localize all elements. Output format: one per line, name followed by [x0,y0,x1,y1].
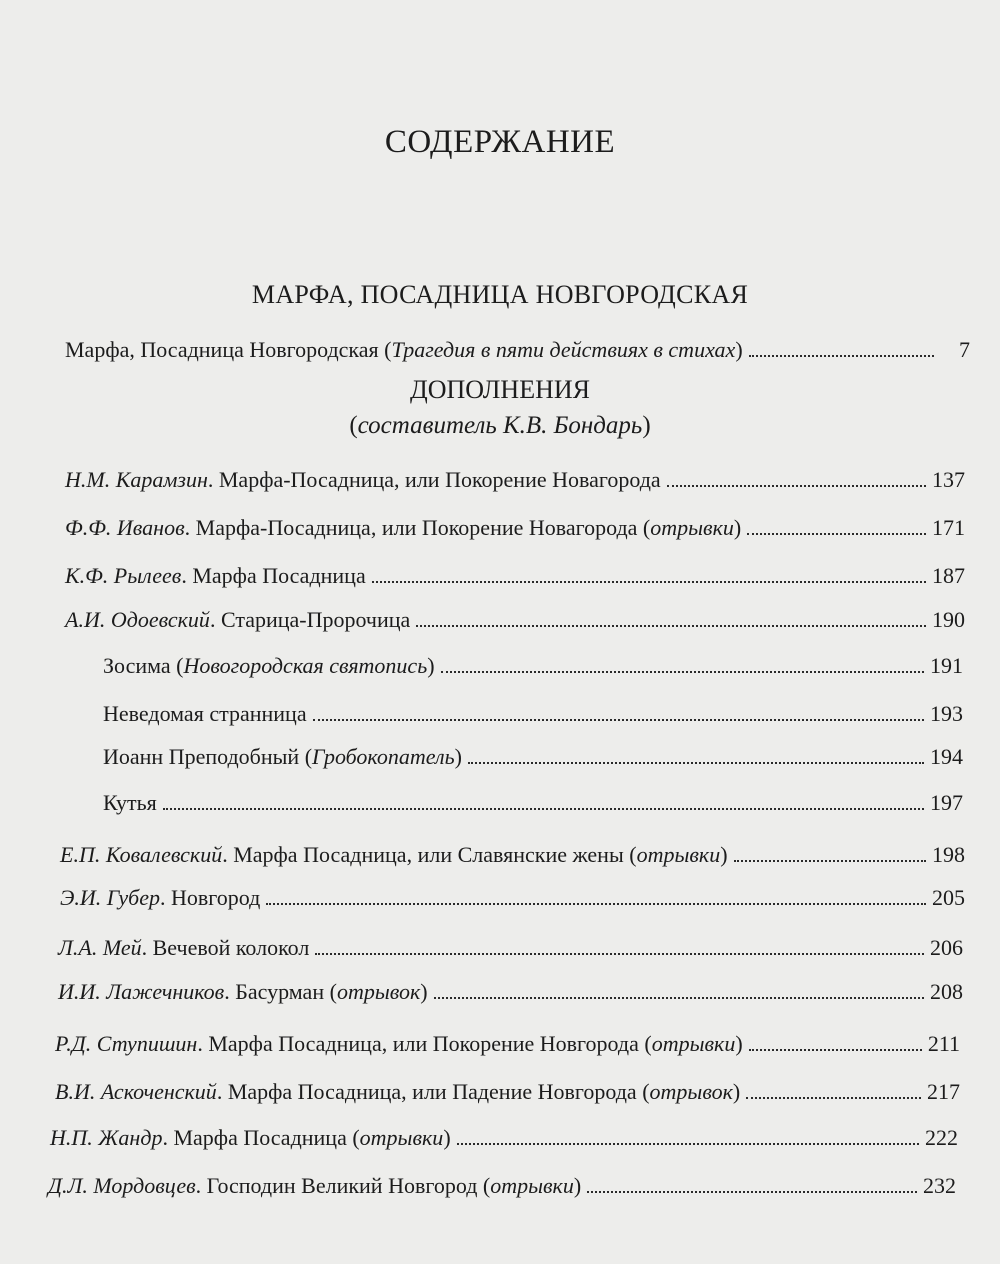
leader-dots [667,485,926,487]
leader-dots [315,953,924,955]
toc-page-number: 205 [932,885,965,910]
page-title: СОДЕРЖАНИЕ [384,124,616,160]
toc-page-number: 197 [930,790,963,815]
toc-entry: Э.И. Губер. Новгород 205 [60,883,965,913]
toc-entry: Е.П. Ковалевский. Марфа Посадница, или Славянские жены (отрывки) 198 [60,840,965,870]
toc-author: Ф.Ф. Иванов [65,515,185,540]
toc-author: Э.И. Губер [60,885,160,910]
toc-entry: И.И. Лажечников. Басурман (отрывок) 208 [58,977,963,1007]
leader-dots [313,719,924,721]
toc-page-number: 208 [930,979,963,1004]
toc-subentry: Неведомая странница 193 [103,699,963,729]
toc-page-number: 232 [923,1173,956,1198]
toc-page-number: 190 [932,607,965,632]
leader-dots [747,533,926,535]
toc-page-number: 222 [925,1125,958,1150]
leader-dots [587,1191,917,1193]
leader-dots [746,1097,921,1099]
toc-entry: Ф.Ф. Иванов. Марфа-Посадница, или Покорение Новагорода (отрывки) 171 [65,513,965,543]
toc-author: Д.Л. Мордовцев [48,1173,196,1198]
toc-author: В.И. Аскоченский [55,1079,217,1104]
supplement-title: ДОПОЛНЕНИЯ [410,375,590,404]
leader-dots [163,808,924,810]
toc-author: Р.Д. Ступишин [55,1031,198,1056]
part-title: МАРФА, ПОСАДНИЦА НОВГОРОДСКАЯ [251,280,749,309]
leader-dots [457,1143,919,1145]
toc-page-number: 198 [932,842,965,867]
supplement-subtitle: (составитель К.В. Бондарь) [349,412,651,439]
toc-subentry: Зосима (Новогородская святопись) 191 [103,651,963,681]
toc-page-number: 187 [932,563,965,588]
toc-subentry: Кутья 197 [103,788,963,818]
toc-page-number: 211 [927,1031,960,1056]
toc-page-number: 171 [932,515,965,540]
leader-dots [749,1049,922,1051]
leader-dots [372,581,926,583]
toc-entry: Р.Д. Ступишин. Марфа Посадница, или Покорение Новгорода (отрывки) 211 [55,1029,960,1059]
toc-page-number: 217 [927,1079,960,1104]
toc-page-number: 194 [930,744,963,769]
toc-author: К.Ф. Рылеев [65,563,182,588]
toc-entry: Д.Л. Мордовцев. Господин Великий Новгород (отрывки) 232 [48,1171,956,1201]
toc-author: Л.А. Мей [58,935,142,960]
toc-page-number: 193 [930,701,963,726]
toc-entry: А.И. Одоевский. Старица-Пророчица 190 [65,605,965,635]
toc-page-number: 191 [930,653,963,678]
toc-entry: Л.А. Мей. Вечевой колокол 206 [58,933,963,963]
leader-dots [468,762,924,764]
toc-page-number: 7 [959,337,970,362]
toc-entry: Н.П. Жандр. Марфа Посадница (отрывки) 222 [50,1123,958,1153]
toc-entry: В.И. Аскоченский. Марфа Посадница, или Падение Новгорода (отрывок) 217 [55,1077,960,1107]
leader-dots [434,997,924,999]
toc-author: Н.М. Карамзин [65,467,208,492]
toc-author: И.И. Лажечников [58,979,225,1004]
leader-dots [749,355,934,357]
toc-author: Н.П. Жандр [50,1125,163,1150]
toc-entry: К.Ф. Рылеев. Марфа Посадница 187 [65,561,965,591]
toc-subentry: Иоанн Преподобный (Гробокопатель) 194 [103,742,963,772]
leader-dots [266,903,926,905]
toc-entry-main [65,335,970,365]
leader-dots [441,671,924,673]
toc-entry: Н.М. Карамзин. Марфа-Посадница, или Покорение Новагорода 137 [65,465,965,495]
leader-dots [734,860,926,862]
toc-page-number: 137 [932,467,965,492]
toc-page-number: 206 [930,935,963,960]
toc-author: Е.П. Ковалевский [60,842,223,867]
toc-author: А.И. Одоевский [65,607,210,632]
toc-entry-text: Марфа, Посадница Новгородская (Трагедия в пяти действиях в стихах) [65,337,743,362]
leader-dots [416,625,926,627]
